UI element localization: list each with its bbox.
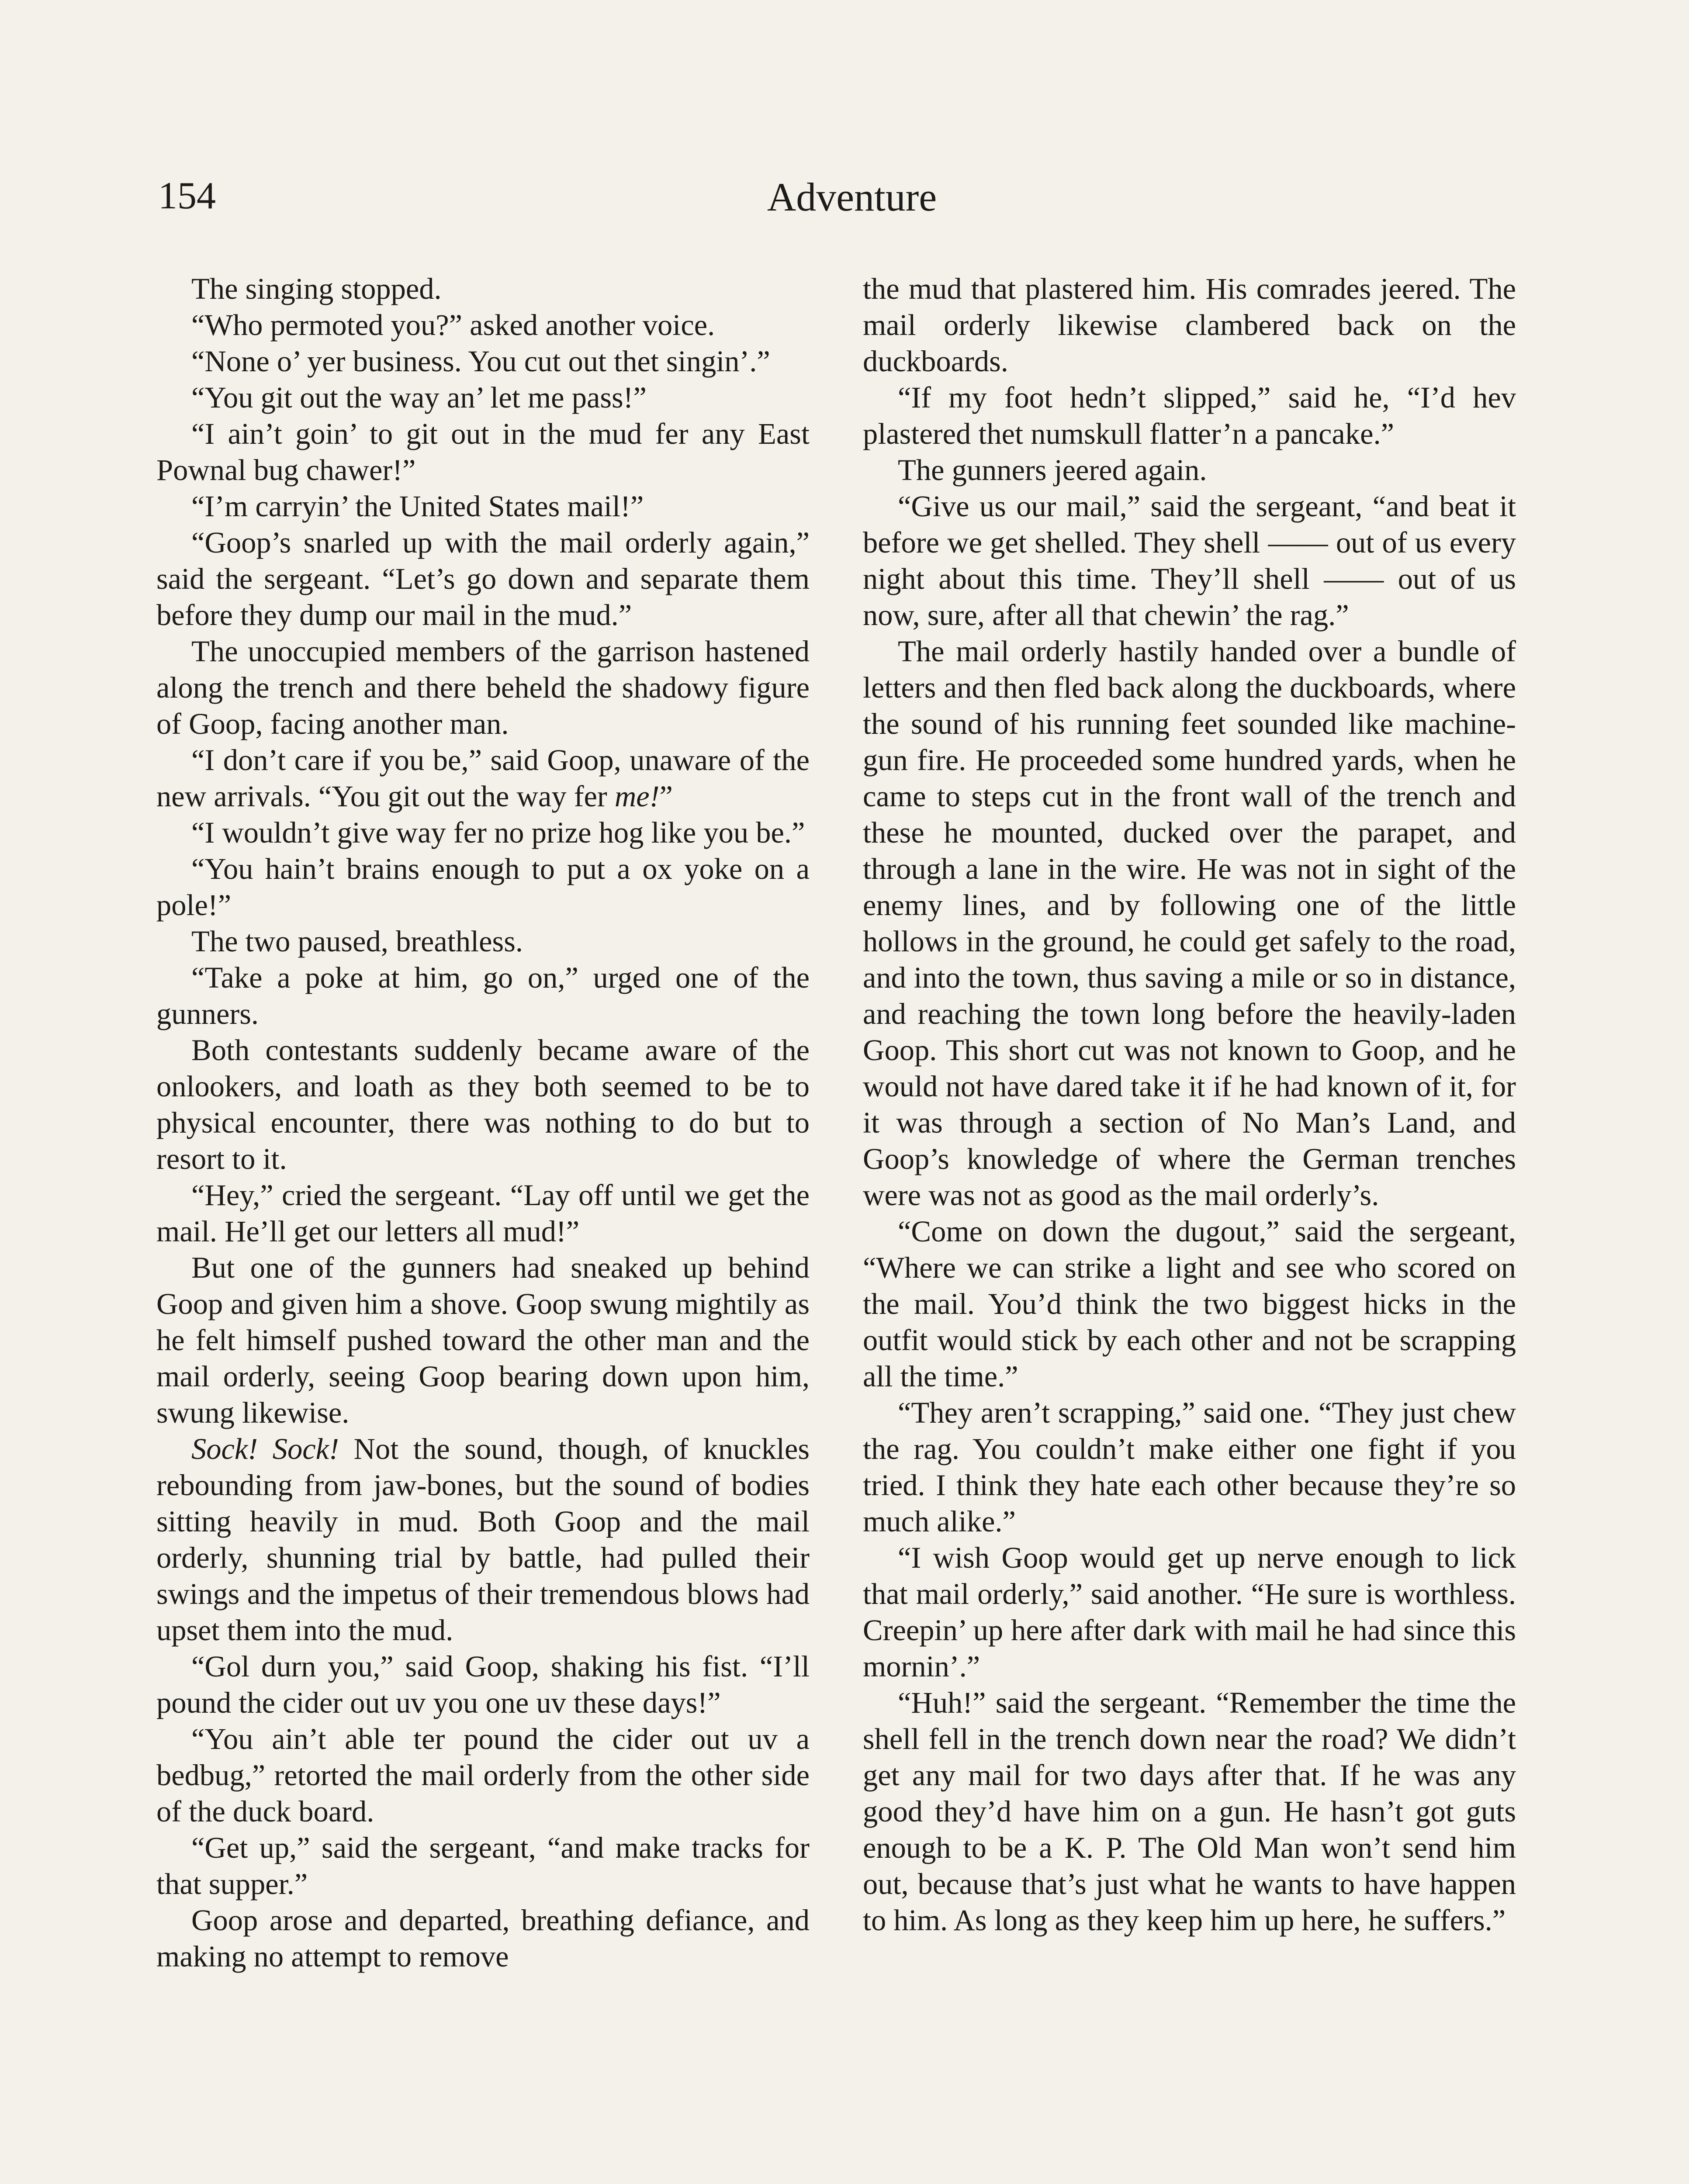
paragraph-text: “Goop’s snarled up with the mail orderly again,” said the sergeant. “Let’s go down and separate them before they dump our mail in the mud.” [156, 526, 810, 632]
paragraph-text: “I wouldn’t give way fer no prize hog like you be.” [191, 816, 805, 849]
paragraph-text: “Huh!” said the sergeant. “Remember the time the shell fell in the trench down near the road? We didn’t get any mail for two days after that. If he was any good they’d have him on a gun. He hasn’t got guts enough to be a K. P. The Old Man won’t send him out, because that’s just what he wants to have happen to him. As long as they keep him up here, he suffers.” [863, 1686, 1516, 1937]
right-text-column [863, 271, 1516, 1939]
paragraph [156, 960, 810, 1032]
paragraph [863, 1540, 1516, 1685]
paragraph [156, 1177, 810, 1250]
paragraph [156, 307, 810, 343]
paragraph [156, 416, 810, 488]
paragraph-text: “Get up,” said the sergeant, “and make tracks for that supper.” [156, 1831, 810, 1901]
paragraph [863, 1213, 1516, 1395]
paragraph-text: The unoccupied members of the garrison hastened along the trench and there beheld the shadowy figure of Goop, facing another man. [156, 635, 810, 740]
paragraph [863, 452, 1516, 488]
paragraph-text: “Come on down the dugout,” said the sergeant, “Where we can strike a light and see who scored on the mail. You’d think the two biggest hicks in the outfit would stick by each other and not be scrapping all the time.” [863, 1215, 1516, 1393]
paragraph-text: the mud that plastered him. His comrades jeered. The mail orderly likewise clambered back on the duckboards. [863, 272, 1516, 378]
paragraph [156, 1721, 810, 1830]
paragraph [156, 525, 810, 633]
paragraph [156, 923, 810, 960]
paragraph [156, 851, 810, 923]
paragraph-text: “Hey,” cried the sergeant. “Lay off until we get the mail. He’ll get our letters all mud!” [156, 1178, 810, 1248]
paragraph-text: “Gol durn you,” said Goop, shaking his fist. “I’ll pound the cider out uv you one uv these days!” [156, 1650, 810, 1719]
paragraph [156, 1902, 810, 1975]
paragraph [156, 815, 810, 851]
paragraph [156, 488, 810, 525]
paragraph-text: “I ain’t goin’ to git out in the mud fer any East Pownal bug chawer!” [156, 417, 810, 487]
paragraph-text: The singing stopped. [191, 272, 442, 305]
paragraph [863, 1685, 1516, 1939]
paragraph [156, 1431, 810, 1648]
paragraph-text: The mail orderly hastily handed over a bundle of letters and then fled back along the duckboards, where the sound of his running feet sounded like machine-gun fire. He proceeded some hundred yards, when he came to steps cut in the front wall of the trench and these he mounted, ducked over the parapet, and through a lane in the wire. He was not in sight of the enemy lines, and by following one of the little hollows in the ground, he could get safely to the road, and into the town, thus saving a mile or so in distance, and reaching the town long before the heavily-laden Goop. This short cut was not known to Goop, and he would not have dared take it if he had known of it, for it was through a section of No Man’s Land, and Goop’s knowledge of where the German trenches were was not as good as the mail orderly’s. [863, 635, 1516, 1212]
paragraph [863, 271, 1516, 380]
paragraph [156, 1648, 810, 1721]
paragraph-text: “You git out the way an’ let me pass!” [191, 381, 647, 414]
paragraph-text: ” [659, 780, 673, 813]
paragraph [863, 488, 1516, 633]
paragraph-text: But one of the gunners had sneaked up behind Goop and given him a shove. Goop swung mightily as he felt himself pushed toward the other man and the mail orderly, seeing Goop bearing down upon him, swung likewise. [156, 1251, 810, 1429]
paragraph-text: “You ain’t able ter pound the cider out uv a bedbug,” retorted the mail orderly from the other side of the duck board. [156, 1722, 810, 1828]
paragraph-text: “I don’t care if you be,” said Goop, unaware of the new arrivals. “You git out the way fer [156, 743, 810, 813]
paragraph-text: The gunners jeered again. [898, 453, 1207, 487]
paragraph [156, 1830, 810, 1902]
paragraph-text: Goop arose and departed, breathing defiance, and making no attempt to remove [156, 1904, 810, 1973]
page-number: 154 [158, 175, 216, 217]
paragraph [156, 633, 810, 742]
paragraph [156, 742, 810, 815]
paragraph-text: Not the sound, though, of knuckles rebounding from jaw-bones, but the sound of bodies sitting heavily in mud. Both Goop and the mail orderly, shunning trial by battle, had pulled their swings and the impetus of their tremendous blows had upset them into the mud. [156, 1432, 810, 1647]
paragraph [863, 633, 1516, 1213]
paragraph-text: “If my foot hedn’t slipped,” said he, “I’d hev plastered thet numskull flatter’n a pancake.” [863, 381, 1516, 450]
paragraph-text: Both contestants suddenly became aware of the onlookers, and loath as they both seemed to be to physical encounter, there was nothing to do but to resort to it. [156, 1033, 810, 1175]
paragraph-text: “They aren’t scrapping,” said one. “They just chew the rag. You couldn’t make either one fight if you tried. I think they hate each other because they’re so much alike.” [863, 1396, 1516, 1538]
paragraph [156, 1032, 810, 1177]
paragraph-text: “Who permoted you?” asked another voice. [191, 308, 715, 342]
running-title: Adventure [767, 175, 937, 219]
paragraph-text: The two paused, breathless. [191, 925, 523, 958]
paragraph-text: “None o’ yer business. You cut out thet singin’.” [191, 345, 770, 378]
paragraph [156, 271, 810, 307]
paragraph [863, 1395, 1516, 1540]
paragraph-text: “I wish Goop would get up nerve enough to lick that mail orderly,” said another. “He sure is worthless. Creepin’ up here after dark with mail he had since this mornin’.” [863, 1541, 1516, 1683]
paragraph [156, 343, 810, 380]
paragraph [156, 1250, 810, 1431]
paragraph-text: “You hain’t brains enough to put a ox yoke on a pole!” [156, 852, 810, 922]
emphasis-text: me! [614, 780, 660, 813]
paragraph [863, 380, 1516, 452]
paragraph-text: “Take a poke at him, go on,” urged one of the gunners. [156, 961, 810, 1030]
paragraph [156, 380, 810, 416]
left-text-column [156, 271, 810, 1975]
emphasis-text: Sock! Sock! [191, 1432, 339, 1465]
paragraph-text: “I’m carryin’ the United States mail!” [191, 490, 644, 523]
paragraph-text: “Give us our mail,” said the sergeant, “and beat it before we get shelled. They shell —— out of us every night about this time. They’ll shell —— out of us now, sure, after all that chewin’ the rag.” [863, 490, 1516, 632]
